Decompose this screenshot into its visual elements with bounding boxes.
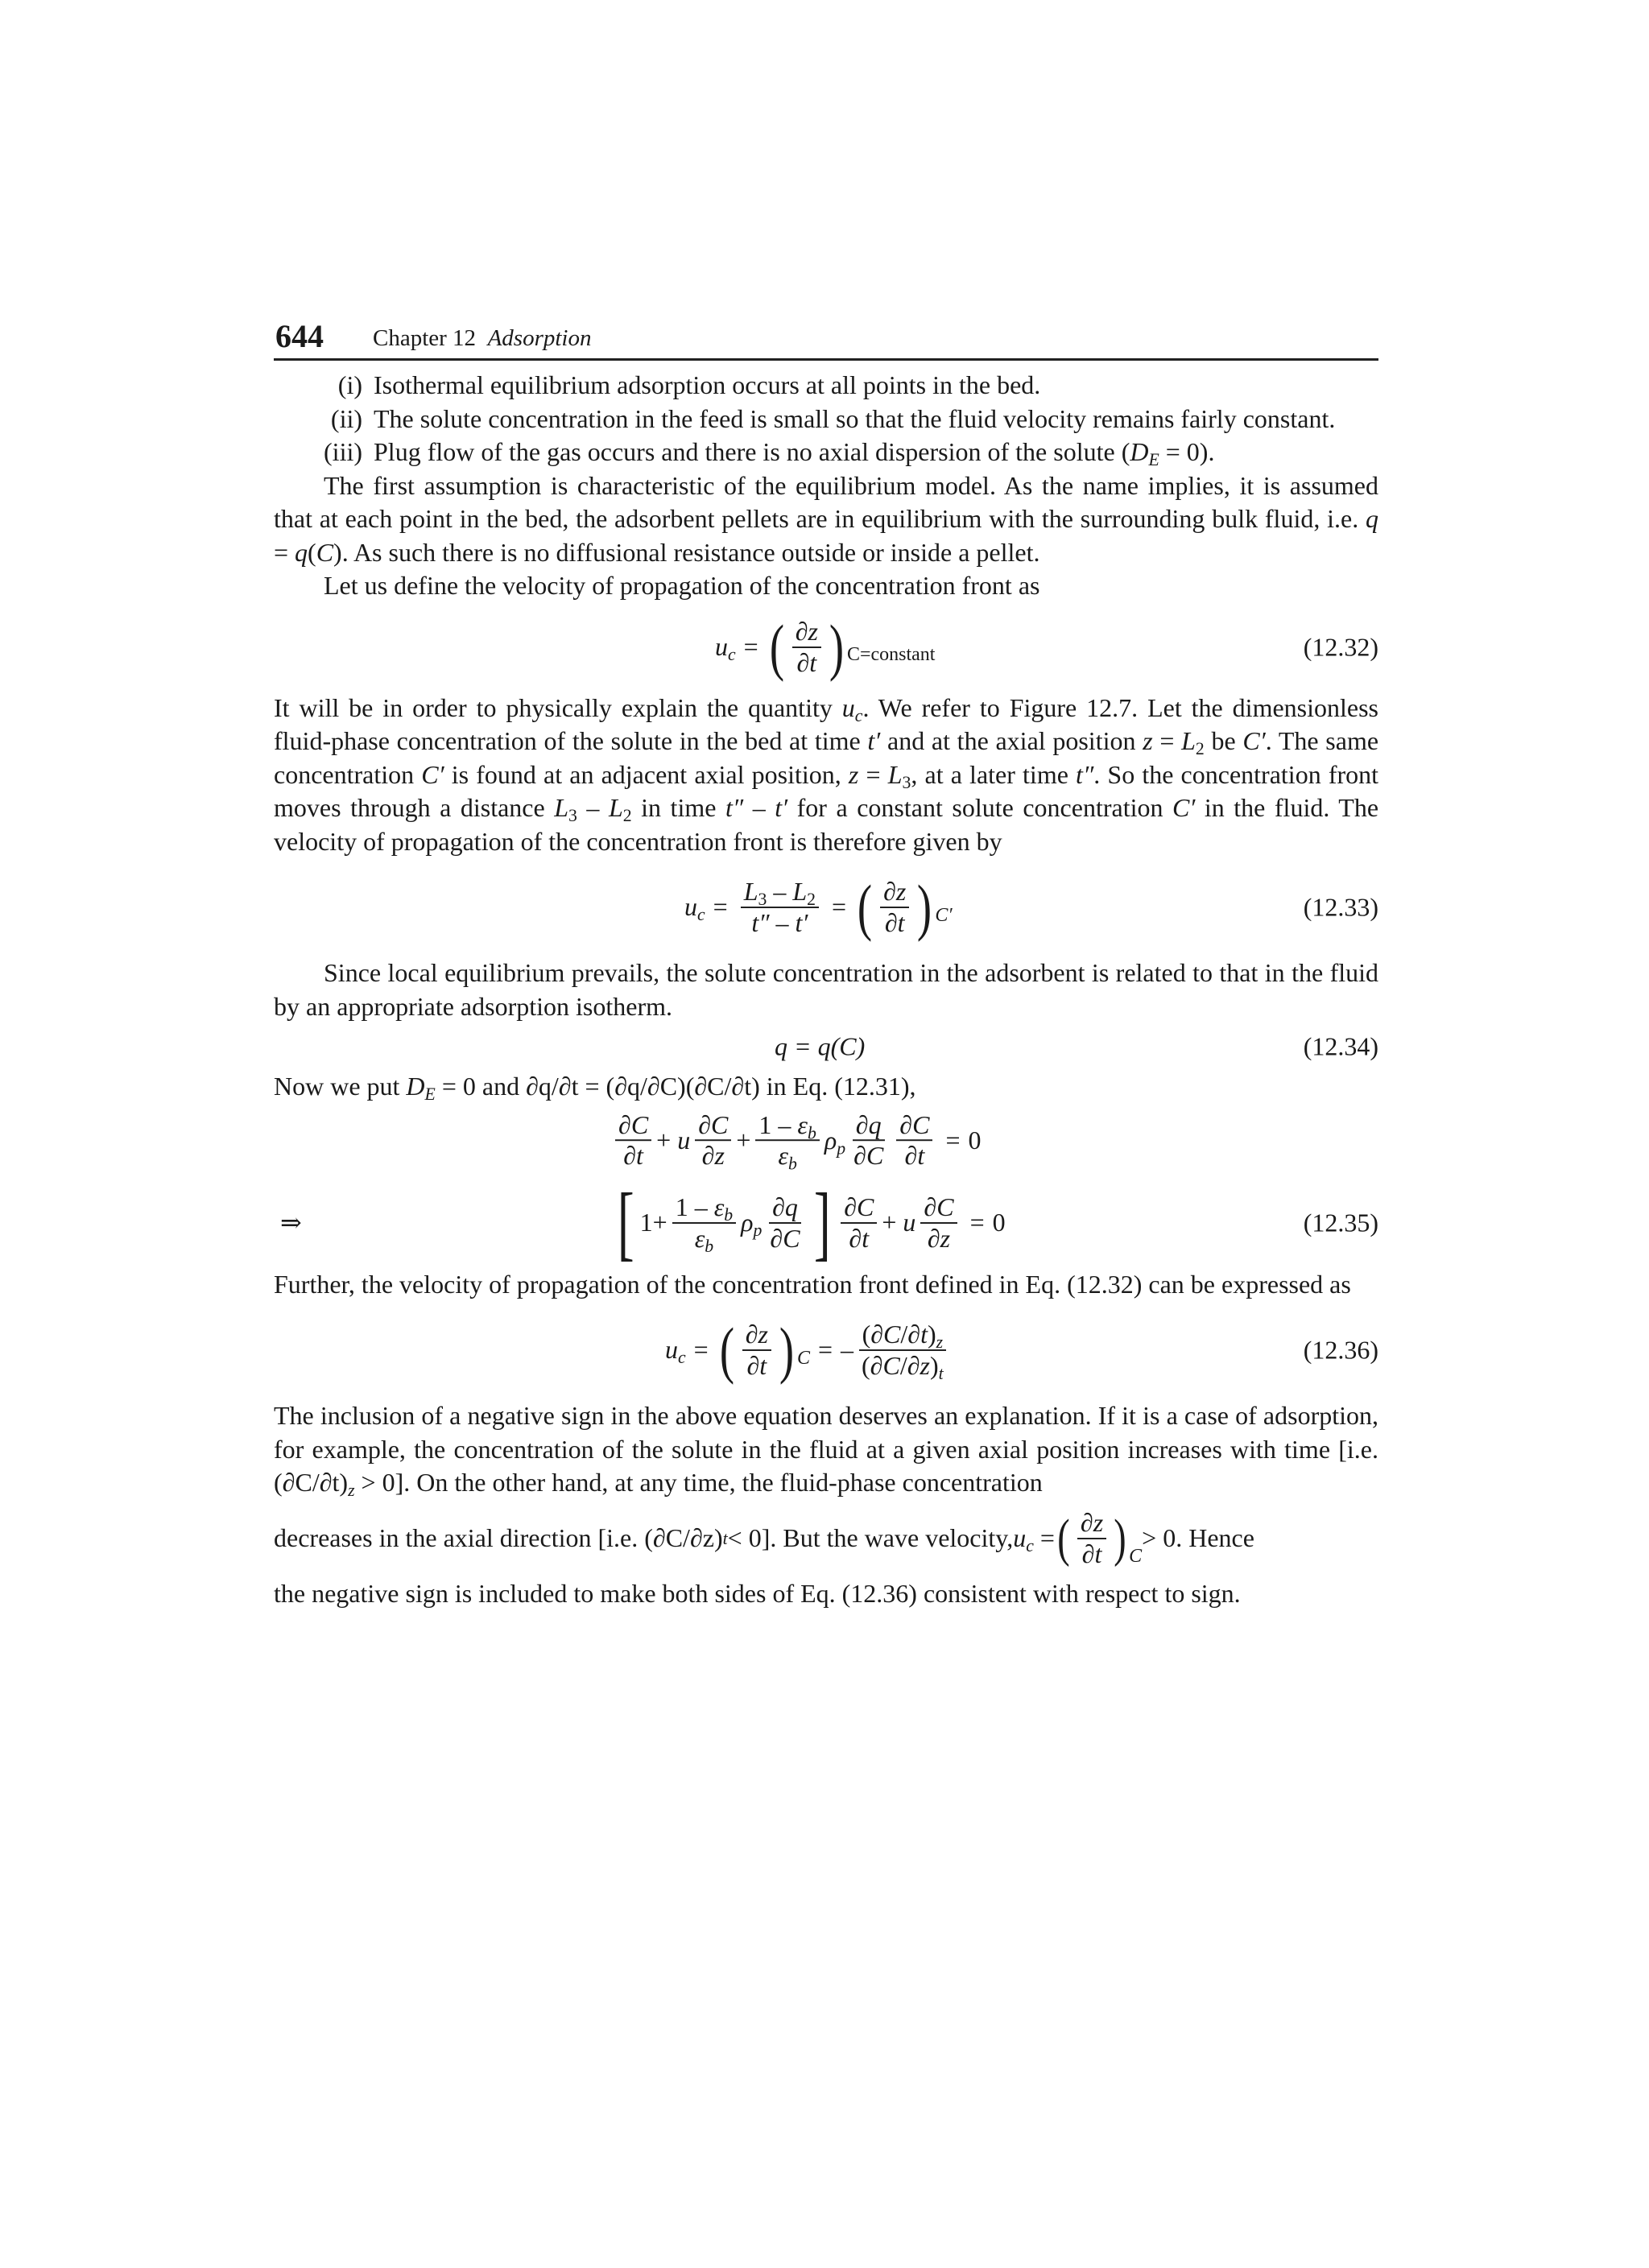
- paragraph-conclusion: the negative sign is included to make both sides of Eq. (12.36) consistent with respect to sign.: [274, 1578, 1241, 1608]
- equation-body: q = q(C): [775, 1031, 866, 1061]
- chapter-heading: [373, 325, 591, 352]
- text-run: . So the concentration front moves through a distance: [274, 759, 1379, 822]
- chapter-label: Chapter 12: [373, 325, 477, 351]
- list-marker: (ii): [330, 403, 362, 433]
- text-run: . The same concentration: [274, 726, 1379, 789]
- text-run: < 0]. But the wave velocity,: [727, 1522, 1014, 1552]
- equation-number: (12.33): [1303, 892, 1378, 922]
- list-marker: (i): [337, 370, 362, 399]
- text-run: The inclusion of a negative sign in the above equation deserves an explanation. If it is a case of adsorption, for example, the concentration of the solute in the fluid at a given axial position increases with time [i.e. (∂C/∂t): [274, 1401, 1378, 1497]
- list-text-a: Plug flow of the gas occurs and there is no axial dispersion of the solute (: [374, 437, 1130, 466]
- equation-12-33: [274, 858, 1378, 956]
- paragraph-explain-velocity: It will be in order to physically explain the quantity $u_c$. We refer to Figure 12.7. Let the dimensionless fluid-phase concentration of the solute in the bed at time t′ and at the axial position $z = L_2$ be C′. The same concentration C′ is found at an adjacent axial position, $z = L_3$, at a later time t″. So the concentration front moves through a distance $L_3 - L_2$ in time t″ – t′ for a constant solute concentration C′ in the fluid. The velocity of propagation of the concentration front is therefore given by: [274, 692, 1379, 856]
- equation-body: $u_c$ = ( $\frac{\partial z}{\partial t}$ ) C = – $\frac{(\partial C/\partial t)_z}{(\partial C/\partial z)_t}$: [665, 1319, 952, 1382]
- text-run: . We refer to Figure 12.7. Let the dimensionless fluid-phase concentration of the solute in the bed at time: [274, 692, 1379, 755]
- text-run: be: [1204, 726, 1243, 755]
- equation-body: [ 1+ $\frac{1 - \varepsilon_b}{\varepsilon_b}$ $\rho_p$ $\frac{\partial q}{\partial C}$ ] $\frac{\partial C}{\partial t}$ + u $\frac{\partial C}{\partial z}$ = 0: [617, 1175, 1006, 1269]
- equation-12-32: [274, 603, 1378, 692]
- equation-number: (12.35): [1303, 1207, 1378, 1237]
- text-run: is found at an adjacent axial position,: [444, 759, 849, 789]
- equation-intermediate: [274, 1104, 1378, 1178]
- text-run: for a constant solute concentration: [787, 793, 1172, 822]
- text-run: = 0 and ∂q/∂t = (∂q/∂C)(∂C/∂t) in Eq. (12.31),: [435, 1072, 916, 1101]
- equation-12-34: [274, 1023, 1378, 1070]
- paragraph-further: Further, the velocity of propagation of the concentration front defined in Eq. (12.32) can be expressed as: [274, 1269, 1351, 1299]
- assumption-item-2: [274, 403, 1378, 436]
- paragraph-equilibrium: The first assumption is characteristic of the equilibrium model. As the name implies, it is assumed that at each point in the bed, the adsorbent pellets are in equilibrium with the surrounding bulk fluid, i.e. q = q(C). As such there is no diffusional resistance outside or inside a pellet.: [274, 470, 1378, 567]
- equation-12-35: [274, 1175, 1378, 1269]
- text-run: > 0. Hence: [1142, 1522, 1254, 1552]
- running-header: [274, 318, 1378, 361]
- assumption-item-1: [274, 369, 1378, 403]
- assumption-item-3: (iii) Plug flow of the gas occurs and there is no axial dispersion of the solute $(D_E = 0)$.: [274, 436, 1378, 469]
- text-run: in time: [631, 793, 725, 822]
- text-run: . As such there is no diffusional resistance outside or inside a pellet.: [341, 537, 1040, 567]
- list-text-b: = 0).: [1159, 437, 1215, 466]
- text-run: and at the axial position: [880, 726, 1143, 755]
- paragraph-define-velocity: Let us define the velocity of propagation of the concentration front as: [324, 571, 1040, 600]
- text-run: decreases in the axial direction [i.e. (∂C/∂z): [274, 1522, 723, 1552]
- paragraph-wave-velocity: decreases in the axial direction [i.e. (∂C/∂z) t < 0]. But the wave velocity, $u_c$ = ( $\frac{\partial z}{\partial t}$ ) C > 0. Hence: [274, 1507, 1254, 1568]
- equation-number: (12.34): [1303, 1031, 1378, 1061]
- implies-arrow: ⇒: [280, 1207, 302, 1237]
- list-marker: (iii): [324, 437, 362, 466]
- book-page: [274, 318, 1378, 1610]
- list-text: Isothermal equilibrium adsorption occurs at all points in the bed.: [374, 370, 1041, 399]
- text-run: Now we put: [274, 1072, 407, 1101]
- equation-subscript: C=constant: [846, 644, 936, 665]
- text-run: It will be in order to physically explain the quantity: [274, 692, 842, 722]
- text-run: , at a later time: [911, 759, 1077, 789]
- text-run: The first assumption is characteristic of the equilibrium model. As the name implies, it is assumed that at each point in the bed, the adsorbent pellets are in equilibrium with the surrounding bulk fluid, i.e.: [274, 470, 1378, 533]
- list-text: The solute concentration in the feed is small so that the fluid velocity remains fairly constant.: [374, 403, 1336, 433]
- equation-number: (12.32): [1303, 631, 1378, 661]
- equation-body: $u_c$ = $\frac{L_3 - L_2}{t'' - t'}$ = ( $\frac{\partial z}{\partial t}$ ) C′: [684, 872, 953, 942]
- chapter-title: Adsorption: [487, 325, 592, 351]
- text-run: > 0]. On the other hand, at any time, the fluid-phase concentration: [354, 1468, 1043, 1497]
- equation-body: $\frac{\partial C}{\partial t}$ + u $\frac{\partial C}{\partial z}$ + $\frac{1 - \varepsilon_b}{\varepsilon_b}$ $\rho_p$ $\frac{\partial q}{\partial C}$ $\frac{\partial C}{\partial t}$ = 0: [610, 1110, 981, 1171]
- paragraph-negative-sign: The inclusion of a negative sign in the above equation deserves an explanation. If it is a case of adsorption, for example, the concentration of the solute in the fluid at a given axial position increases with time [i.e. $(\partial C/\partial t)_z > 0$]. On the other hand, at any time, the fluid-phase concentration: [274, 1401, 1378, 1501]
- equation-body: $u_c$ = ( $\frac{\partial z}{\partial t}$ ) C=constant: [715, 611, 936, 682]
- paragraph-substitute: Now we put $D_E = 0$ and ∂q/∂t = (∂q/∂C)(∂C/∂t) in Eq. (12.31),: [274, 1072, 916, 1105]
- page-number: 644: [275, 318, 324, 354]
- equation-12-36: [274, 1301, 1378, 1399]
- paragraph-local-equilibrium: Since local equilibrium prevails, the solute concentration in the adsorbent is related to that in the fluid by an appropriate adsorption isotherm.: [274, 958, 1378, 1021]
- text-run: in the fluid. The velocity of propagation of the concentration front is therefore given by: [274, 793, 1379, 856]
- body-text: [274, 369, 1378, 1610]
- equation-number: (12.36): [1303, 1335, 1378, 1365]
